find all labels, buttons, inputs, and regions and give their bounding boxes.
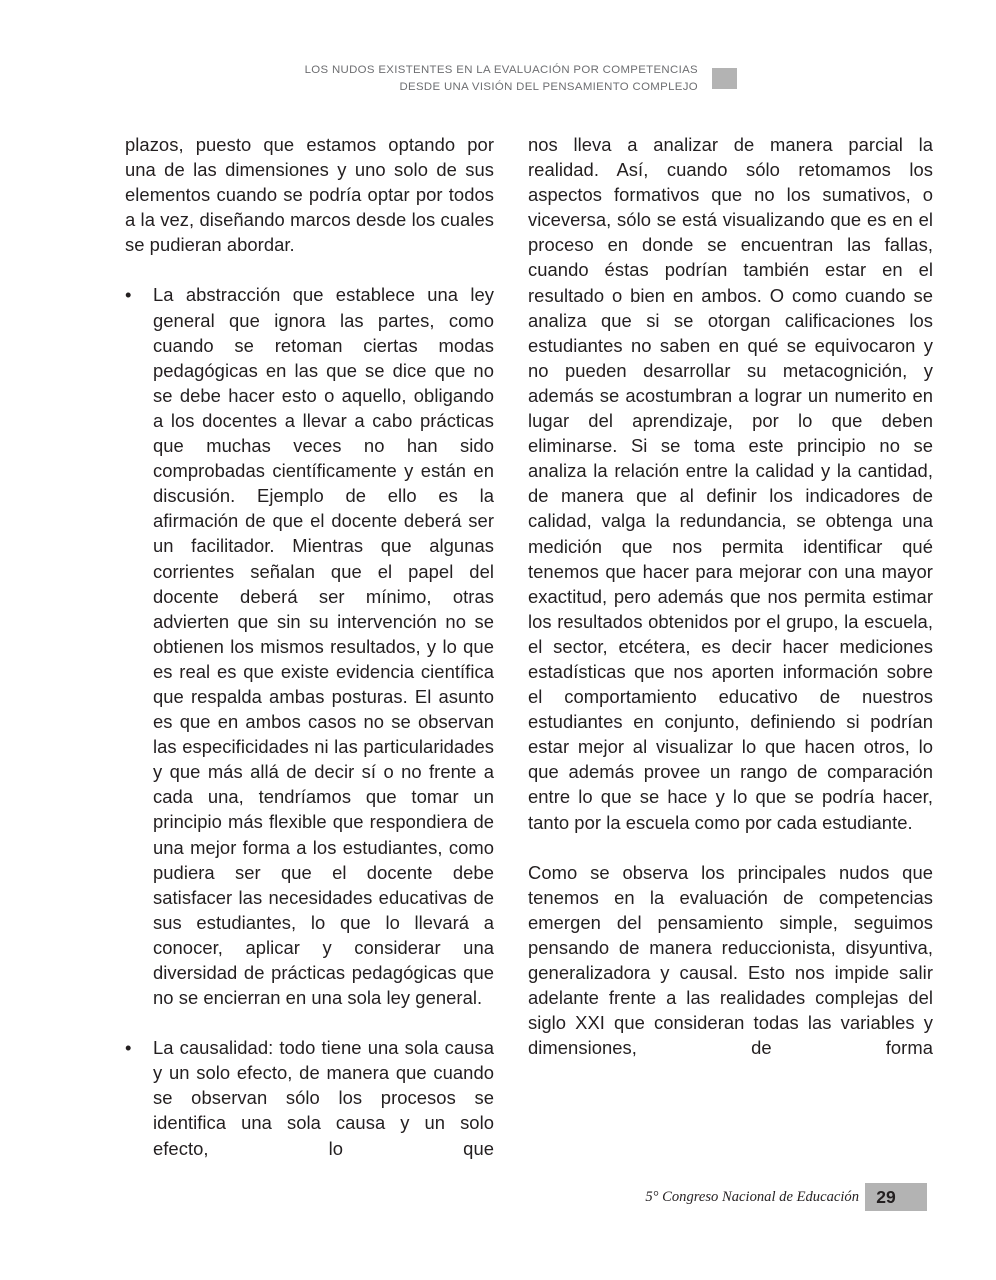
page-number-box xyxy=(865,1183,927,1211)
list-item xyxy=(125,1035,494,1160)
footer-label: 5° Congreso Nacional de Educación xyxy=(645,1189,859,1205)
right-paragraph-2: Como se observa los principales nudos que tenemos en la evaluación de competencias emergen del pensamiento simple, seguimos pensando de manera reduccionista, disyuntiva, generalizadora y causal. Esto nos impide salir adelante frente a las realidades complejas del siglo XXI que consideran todas las variables y dimensiones, de forma xyxy=(528,861,933,1059)
header-marker-box xyxy=(712,68,737,89)
running-header-line-2: DESDE UNA VISIÓN DEL PENSAMIENTO COMPLEJO xyxy=(399,80,698,93)
left-column xyxy=(125,132,494,1161)
right-column xyxy=(528,132,933,1060)
page-number: 29 xyxy=(876,1187,896,1207)
running-header-line-1: LOS NUDOS EXISTENTES EN LA EVALUACIÓN POR COMPETENCIAS xyxy=(304,64,698,76)
left-continued-paragraph: plazos, puesto que estamos optando por una de las dimensiones y uno solo de sus elementos cuando se podría optar por todos a la vez, diseñando marcos desde los cuales se pudieran abordar. xyxy=(125,134,494,256)
list-item xyxy=(125,282,494,1010)
page-footer xyxy=(0,1183,996,1211)
bullet-icon: • xyxy=(125,284,132,306)
list-item-text: La causalidad: todo tiene una sola causa y un solo efecto, de manera que cuando se observan sólo los procesos se identifica una sola causa y un solo efecto, lo que xyxy=(153,1037,494,1159)
bullet-icon: • xyxy=(125,1037,132,1059)
list-item-text: La abstracción que establece una ley general que ignora las partes, como cuando se retoman ciertas modas pedagógicas en las que se dice que no se debe hacer esto o aquello, obligando a los docentes a llevar a cabo prácticas que muchas veces no han sido comprobadas científicamente y están en discusión. Ejemplo de ello es la afirmación de que el docente deberá ser un facilitador. Mientras que algunas corrientes señalan que el papel del docente deberá ser mínimo, otras advierten que sin su intervención no se obtienen los mismos resultados, y lo que es real es que existe evidencia científica que respalda ambas posturas. El asunto es que en ambos casos no se observan las especificidades ni las particularidades y que más allá de decir sí o no frente a cada una, tendríamos que tomar un principio más flexible que respondiera de una mejor forma a los estudiantes, como pudiera ser que el docente debe satisfacer las necesidades educativas de sus estudiantes, lo que lo llevará a conocer, aplicar y considerar una diversidad de prácticas pedagógicas que no se encierran en una sola ley general. xyxy=(153,284,494,1009)
running-header-title xyxy=(240,62,698,95)
running-header xyxy=(0,62,996,96)
right-continued-paragraph: nos lleva a analizar de manera parcial la realidad. Así, cuando sólo retomamos los aspectos formativos que no los sumativos, o viceversa, sólo se está visualizando que es en el proceso en donde se encuentran las fallas, cuando éstas podrían también estar en el resultado o bien en ambos. O como cuando se analiza que si se otorgan calificaciones los estudiantes no saben en qué se equivocaron y no pueden desarrollar su metacognición, y además se acostumbran a lograr un numerito en lugar del aprendizaje, por lo que deben eliminarse. Si se toma este principio no se analiza la relación entre la calidad y la cantidad, de manera que al definir los indicadores de calidad, valga la redundancia, se obtenga una medición que nos permita identificar qué tenemos que hacer para mejorar con una mayor exactitud, pero además que nos permita estimar los resultados obtenidos por el grupo, la escuela, el sector, etcétera, es decir hacer mediciones estadísticas que nos aporten información sobre el comportamiento educativo de nuestros estudiantes en conjunto, definiendo si podrían estar mejor al visualizar lo que hacen otros, lo que además provee un rango de comparación entre lo que se hace y lo que se podría hacer, tanto por la escuela como por cada estudiante. xyxy=(528,134,933,833)
